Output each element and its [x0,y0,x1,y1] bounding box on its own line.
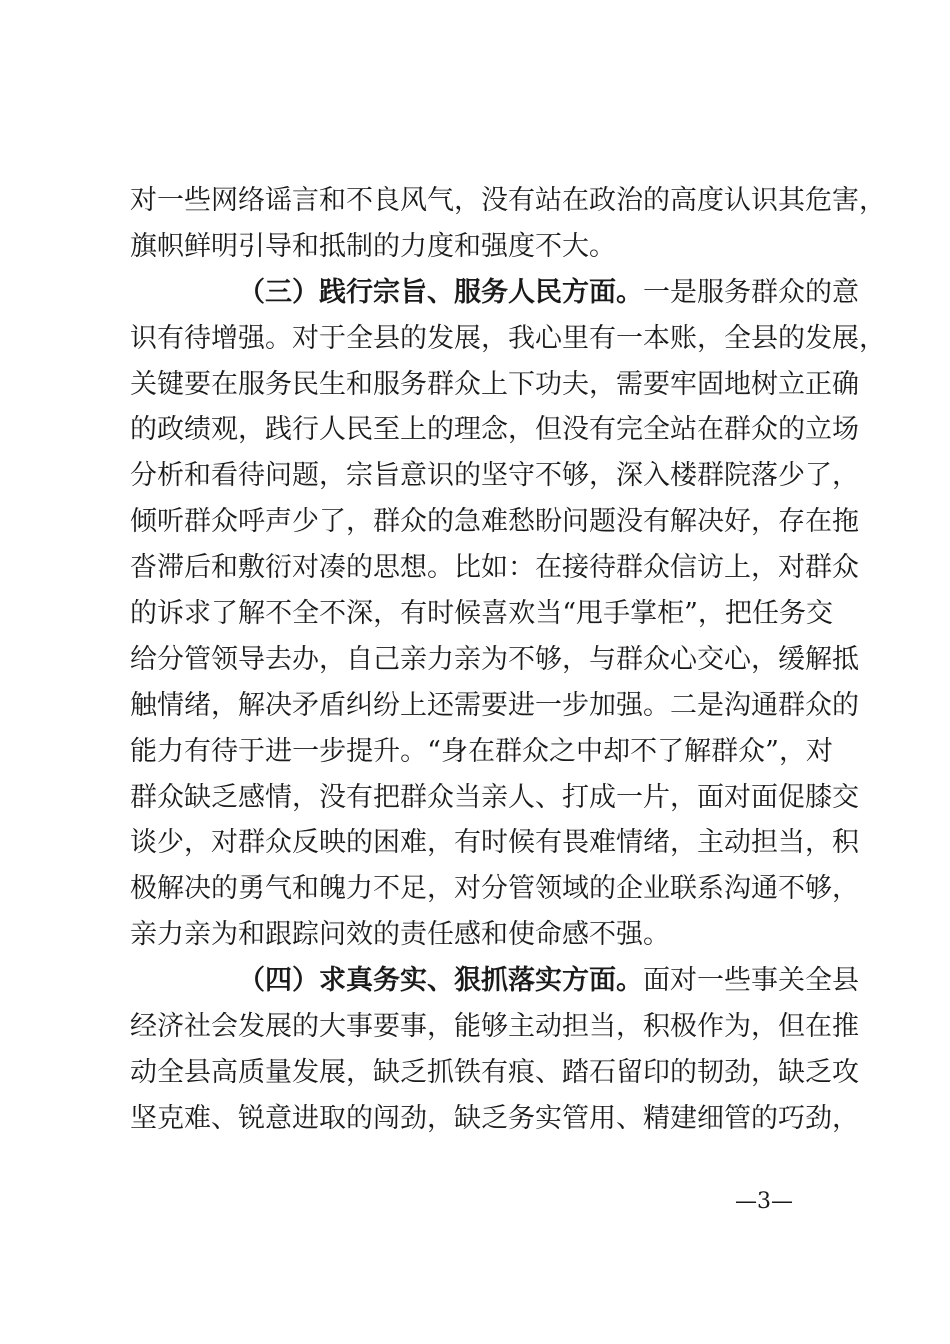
text-line: 坚克难、锐意进取的闯劲，缺乏务实管用、精建细管的巧劲， [130,1102,859,1134]
text-line: 极解决的勇气和魄力不足，对分管领域的企业联系沟通不够， [130,873,859,905]
text-run: 面对一些事关全县 [643,965,859,997]
section-heading-3: （三）践行宗旨、服务人民方面。 [238,276,643,308]
text-line: 给分管领导去办，自己亲力亲为不够，与群众心交心，缓解抵 [130,643,859,675]
text-line: 沓滞后和敷衍对凑的思想。比如：在接待群众信访上，对群众 [130,552,859,584]
text-line: 对一些网络谣言和不良风气，没有站在政治的高度认识其危害， [130,185,886,216]
section-heading-4: （四）求真务实、狠抓落实方面。 [238,965,643,997]
text-line: 群众缺乏感情，没有把群众当亲人、打成一片，面对面促膝交 [130,781,859,813]
text-line: 的政绩观，践行人民至上的理念，但没有完全站在群众的立场 [130,414,859,446]
text-line: 分析和看待问题，宗旨意识的坚守不够，深入楼群院落少了， [130,460,859,492]
text-line: 识有待增强。对于全县的发展，我心里有一本账，全县的发展， [130,322,886,354]
text-line: 经济社会发展的大事要事，能够主动担当，积极作为，但在推 [130,1011,859,1043]
paragraph-first-line [130,958,859,1004]
text-line: 亲力亲为和跟踪问效的责任感和使命感不强。 [130,919,670,951]
text-line: 能力有待于进一步提升。“身在群众之中却不了解群众”，对 [130,735,833,767]
text-line: 触情绪，解决矛盾纠纷上还需要进一步加强。二是沟通群众的 [130,689,859,721]
paragraph-first-line [130,270,859,316]
text-run: 一是服务群众的意 [643,276,859,308]
text-line: 倾听群众呼声少了，群众的急难愁盼问题没有解决好，存在拖 [130,506,859,538]
text-line: 的诉求了解不全不深，有时候喜欢当“甩手掌柜”，把任务交 [130,598,833,630]
page-number: —3— [735,1189,793,1214]
body-text [130,178,886,1142]
text-line: 关键要在服务民生和服务群众上下功夫，需要牢固地树立正确 [130,368,859,400]
text-line: 动全县高质量发展，缺乏抓铁有痕、踏石留印的韧劲，缺乏攻 [130,1056,859,1088]
text-line: 旗帜鲜明引导和抵制的力度和强度不大。 [130,230,616,262]
text-line: 谈少，对群众反映的困难，有时候有畏难情绪，主动担当，积 [130,827,859,859]
